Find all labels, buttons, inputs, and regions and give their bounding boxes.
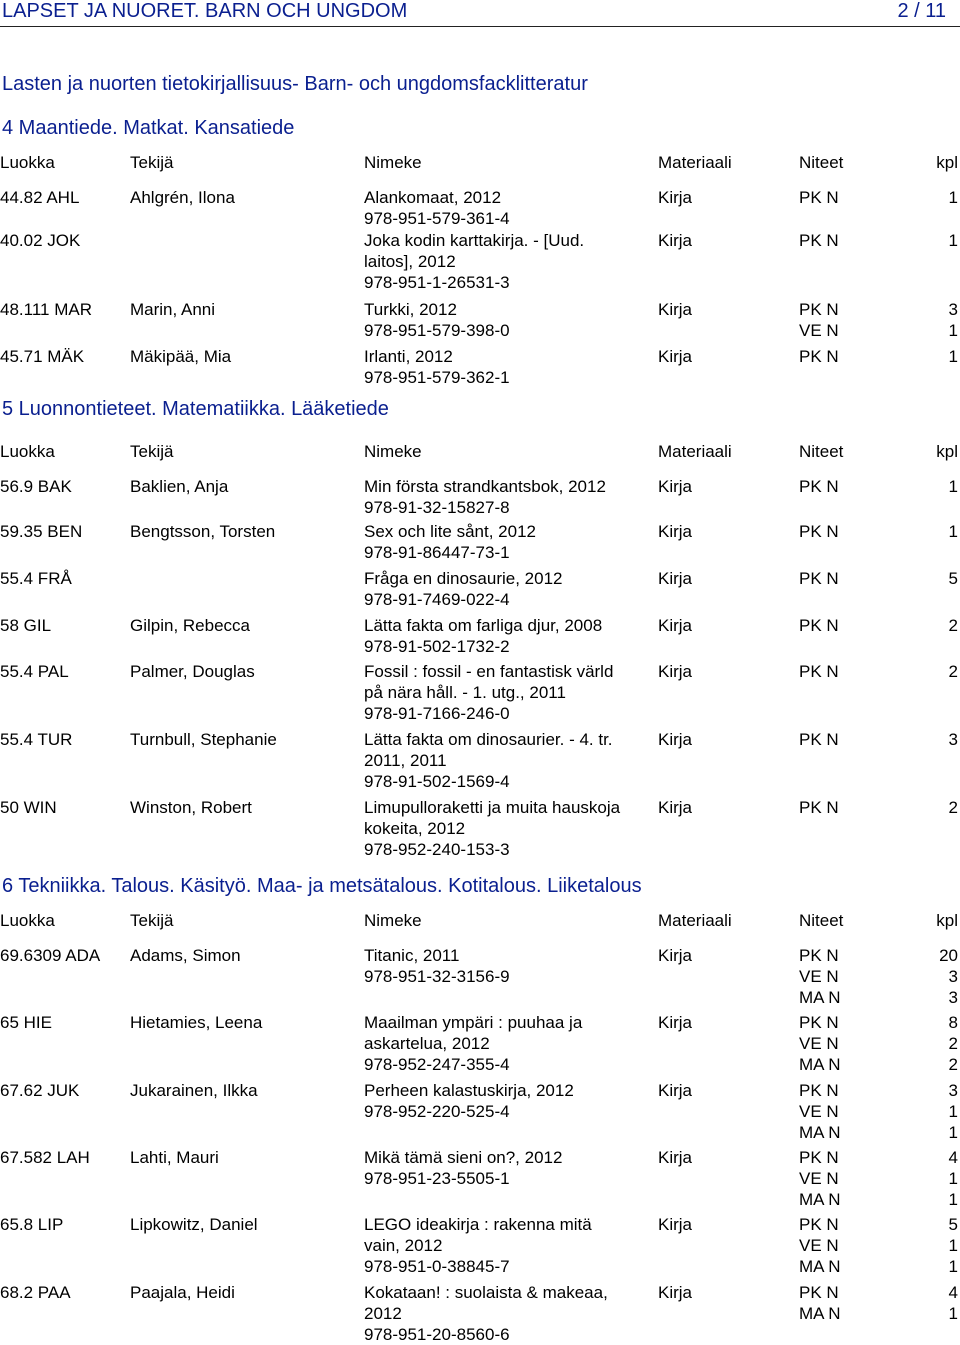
niteet-line: PK N — [799, 616, 839, 635]
niteet-line: PK N — [799, 1215, 839, 1234]
niteet-line: PK N — [799, 569, 839, 588]
column-header-nimeke: Nimeke — [364, 153, 422, 172]
materiaali-cell: Kirja — [658, 300, 693, 319]
materiaali-cell: Kirja — [658, 188, 693, 207]
nimeke-line: Lätta fakta om farliga djur, 2008 — [364, 616, 603, 635]
kpl-line: 1 — [948, 321, 958, 340]
header-title: LAPSET JA NUORET. BARN OCH UNGDOM — [2, 0, 408, 22]
niteet-line: MA N — [799, 1055, 841, 1074]
tekija-cell: Palmer, Douglas — [130, 662, 255, 681]
document-title: Lasten ja nuorten tietokirjallisuus- Barn- och ungdomsfacklitteratur — [2, 73, 588, 95]
niteet-cell — [799, 797, 839, 818]
nimeke-cell — [364, 346, 646, 388]
materiaali-cell: Kirja — [658, 231, 693, 250]
kpl-cell — [949, 187, 958, 208]
nimeke-line: Kokataan! : suolaista & makeaa, — [364, 1283, 608, 1302]
niteet-line: PK N — [799, 231, 839, 250]
nimeke-cell — [364, 1012, 646, 1075]
niteet-line: MA N — [799, 988, 841, 1007]
header-divider — [0, 26, 960, 27]
tekija-cell: Gilpin, Rebecca — [130, 616, 251, 635]
kpl-line: 1 — [948, 1123, 958, 1142]
niteet-line: PK N — [799, 1283, 839, 1302]
niteet-line: MA N — [799, 1190, 841, 1209]
kpl-cell — [949, 568, 958, 589]
niteet-cell — [799, 187, 839, 208]
luokka-cell: 40.02 JOK — [0, 231, 81, 250]
nimeke-line: 978-951-579-361-4 — [364, 209, 510, 228]
kpl-line: 1 — [948, 522, 958, 541]
niteet-cell — [799, 1012, 841, 1075]
kpl-line: 1 — [948, 1190, 958, 1209]
materiaali-cell: Kirja — [658, 1013, 693, 1032]
niteet-cell — [799, 1214, 841, 1277]
nimeke-line: 978-951-579-362-1 — [364, 368, 510, 387]
kpl-cell — [949, 661, 958, 682]
nimeke-cell — [364, 797, 646, 860]
niteet-line: PK N — [799, 300, 839, 319]
niteet-line: PK N — [799, 347, 839, 366]
luokka-cell: 55.4 PAL — [0, 662, 69, 681]
nimeke-line: Alankomaat, 2012 — [364, 188, 502, 207]
kpl-line: 4 — [948, 1283, 958, 1302]
niteet-cell — [799, 945, 841, 1008]
kpl-line: 2 — [948, 1034, 958, 1053]
column-header-tekija: Tekijä — [130, 153, 174, 172]
materiaali-cell: Kirja — [658, 616, 693, 635]
nimeke-line: Fossil : fossil - en fantastisk värld — [364, 662, 614, 681]
column-header-kpl: kpl — [936, 911, 958, 930]
materiaali-cell: Kirja — [658, 522, 693, 541]
nimeke-line: 978-952-220-525-4 — [364, 1102, 510, 1121]
luokka-cell: 65 HIE — [0, 1013, 52, 1032]
column-header-row — [0, 153, 960, 173]
niteet-line: PK N — [799, 1148, 839, 1167]
tekija-cell: Paajala, Heidi — [130, 1283, 235, 1302]
nimeke-line: Turkki, 2012 — [364, 300, 457, 319]
nimeke-line: 978-951-20-8560-6 — [364, 1325, 510, 1344]
niteet-cell — [799, 299, 839, 341]
column-header-luokka: Luokka — [0, 911, 55, 930]
kpl-line: 1 — [948, 1304, 958, 1323]
materiaali-cell: Kirja — [658, 1283, 693, 1302]
niteet-line: PK N — [799, 798, 839, 817]
luokka-cell: 67.582 LAH — [0, 1148, 90, 1167]
column-header-nimeke: Nimeke — [364, 911, 422, 930]
nimeke-line: Joka kodin karttakirja. - [Uud. — [364, 231, 585, 250]
nimeke-cell — [364, 521, 646, 563]
niteet-line: VE N — [799, 321, 839, 340]
kpl-cell — [949, 1080, 958, 1143]
nimeke-line: kokeita, 2012 — [364, 819, 466, 838]
column-header-luokka: Luokka — [0, 442, 55, 461]
kpl-line: 3 — [948, 1081, 958, 1100]
luokka-cell: 44.82 AHL — [0, 188, 80, 207]
niteet-cell — [799, 230, 839, 251]
column-header-tekija: Tekijä — [130, 911, 174, 930]
tekija-cell: Hietamies, Leena — [130, 1013, 263, 1032]
column-header-materiaali: Materiaali — [658, 442, 732, 461]
kpl-cell — [949, 797, 958, 818]
column-header-luokka: Luokka — [0, 153, 55, 172]
nimeke-line: LEGO ideakirja : rakenna mitä — [364, 1215, 592, 1234]
kpl-cell — [949, 346, 958, 367]
column-header-niteet: Niteet — [799, 153, 844, 172]
kpl-cell — [949, 521, 958, 542]
kpl-line: 5 — [948, 569, 958, 588]
niteet-cell — [799, 1282, 841, 1324]
nimeke-line: 978-951-579-398-0 — [364, 321, 510, 340]
nimeke-cell — [364, 1214, 646, 1277]
column-header-tekija: Tekijä — [130, 442, 174, 461]
kpl-line: 5 — [948, 1215, 958, 1234]
niteet-cell — [799, 661, 839, 682]
kpl-line: 1 — [948, 477, 958, 496]
section-title: 5 Luonnontieteet. Matematiikka. Lääketiede — [2, 398, 389, 420]
column-header-nimeke: Nimeke — [364, 442, 422, 461]
nimeke-line: 978-952-247-355-4 — [364, 1055, 510, 1074]
nimeke-line: 978-91-502-1732-2 — [364, 637, 510, 656]
nimeke-cell — [364, 1147, 646, 1189]
luokka-cell: 56.9 BAK — [0, 477, 72, 496]
nimeke-cell — [364, 230, 646, 293]
kpl-line: 4 — [948, 1148, 958, 1167]
kpl-line: 1 — [948, 347, 958, 366]
niteet-line: PK N — [799, 477, 839, 496]
kpl-line: 3 — [948, 300, 958, 319]
nimeke-line: 978-91-7166-246-0 — [364, 704, 510, 723]
nimeke-line: askartelua, 2012 — [364, 1034, 490, 1053]
kpl-line: 2 — [948, 616, 958, 635]
column-header-row — [0, 911, 960, 931]
column-header-row — [0, 442, 960, 462]
kpl-line: 2 — [948, 1055, 958, 1074]
nimeke-line: på nära håll. - 1. utg., 2011 — [364, 683, 566, 702]
kpl-line: 20 — [939, 946, 958, 965]
materiaali-cell: Kirja — [658, 569, 693, 588]
niteet-line: PK N — [799, 946, 839, 965]
column-header-materiaali: Materiaali — [658, 153, 732, 172]
nimeke-line: 978-91-32-15827-8 — [364, 498, 510, 517]
nimeke-cell — [364, 729, 646, 792]
kpl-line: 8 — [948, 1013, 958, 1032]
tekija-cell: Winston, Robert — [130, 798, 252, 817]
nimeke-cell — [364, 661, 646, 724]
kpl-line: 2 — [948, 798, 958, 817]
kpl-cell — [949, 1012, 958, 1075]
nimeke-cell — [364, 1080, 646, 1122]
luokka-cell: 58 GIL — [0, 616, 52, 635]
section-title: 6 Tekniikka. Talous. Käsityö. Maa- ja metsätalous. Kotitalous. Liiketalous — [2, 875, 642, 897]
nimeke-line: 978-951-32-3156-9 — [364, 967, 510, 986]
tekija-cell: Lipkowitz, Daniel — [130, 1215, 258, 1234]
tekija-cell: Mäkipää, Mia — [130, 347, 232, 366]
materiaali-cell: Kirja — [658, 730, 693, 749]
niteet-cell — [799, 521, 839, 542]
kpl-line: 1 — [948, 188, 958, 207]
luokka-cell: 65.8 LIP — [0, 1215, 64, 1234]
kpl-cell — [949, 230, 958, 251]
luokka-cell: 55.4 TUR — [0, 730, 73, 749]
tekija-cell: Jukarainen, Ilkka — [130, 1081, 258, 1100]
nimeke-cell — [364, 568, 646, 610]
niteet-line: VE N — [799, 1034, 839, 1053]
nimeke-line: Min första strandkantsbok, 2012 — [364, 477, 606, 496]
niteet-line: PK N — [799, 730, 839, 749]
niteet-line: PK N — [799, 1013, 839, 1032]
niteet-cell — [799, 729, 839, 750]
niteet-line: MA N — [799, 1257, 841, 1276]
kpl-cell — [949, 476, 958, 497]
niteet-line: MA N — [799, 1304, 841, 1323]
kpl-cell — [949, 1282, 958, 1324]
nimeke-line: Maailman ympäri : puuhaa ja — [364, 1013, 583, 1032]
niteet-cell — [799, 615, 839, 636]
luokka-cell: 48.111 MAR — [0, 300, 92, 319]
niteet-line: PK N — [799, 522, 839, 541]
niteet-cell — [799, 346, 839, 367]
tekija-cell: Baklien, Anja — [130, 477, 229, 496]
nimeke-line: 2011, 2011 — [364, 751, 447, 770]
nimeke-line: Limupulloraketti ja muita hauskoja — [364, 798, 621, 817]
luokka-cell: 50 WIN — [0, 798, 57, 817]
luokka-cell: 69.6309 ADA — [0, 946, 101, 965]
kpl-cell — [949, 299, 958, 341]
tekija-cell: Lahti, Mauri — [130, 1148, 219, 1167]
kpl-line: 1 — [948, 231, 958, 250]
page-header — [0, 0, 960, 22]
nimeke-cell — [364, 615, 646, 657]
niteet-line: VE N — [799, 1236, 839, 1255]
nimeke-line: 978-951-0-38845-7 — [364, 1257, 510, 1276]
luokka-cell: 45.71 MÄK — [0, 347, 85, 366]
kpl-line: 1 — [948, 1169, 958, 1188]
kpl-cell — [939, 945, 958, 1008]
tekija-cell: Turnbull, Stephanie — [130, 730, 277, 749]
kpl-line: 2 — [948, 662, 958, 681]
nimeke-line: 978-91-502-1569-4 — [364, 772, 510, 791]
nimeke-cell — [364, 945, 646, 987]
nimeke-line: 978-951-23-5505-1 — [364, 1169, 510, 1188]
kpl-line: 1 — [948, 1257, 958, 1276]
niteet-line: VE N — [799, 1102, 839, 1121]
niteet-cell — [799, 476, 839, 497]
luokka-cell: 67.62 JUK — [0, 1081, 80, 1100]
niteet-cell — [799, 1147, 841, 1210]
kpl-cell — [949, 1147, 958, 1210]
tekija-cell: Ahlgrén, Ilona — [130, 188, 235, 207]
column-header-materiaali: Materiaali — [658, 911, 732, 930]
kpl-cell — [949, 1214, 958, 1277]
materiaali-cell: Kirja — [658, 347, 693, 366]
column-header-niteet: Niteet — [799, 911, 844, 930]
materiaali-cell: Kirja — [658, 946, 693, 965]
page-number: 2 / 11 — [897, 0, 946, 22]
kpl-line: 3 — [948, 730, 958, 749]
nimeke-line: Irlanti, 2012 — [364, 347, 453, 366]
niteet-line: PK N — [799, 662, 839, 681]
luokka-cell: 68.2 PAA — [0, 1283, 71, 1302]
niteet-cell — [799, 568, 839, 589]
niteet-line: PK N — [799, 188, 839, 207]
nimeke-line: Perheen kalastuskirja, 2012 — [364, 1081, 574, 1100]
nimeke-line: 978-91-86447-73-1 — [364, 543, 510, 562]
nimeke-cell — [364, 476, 646, 518]
tekija-cell: Marin, Anni — [130, 300, 216, 319]
tekija-cell: Adams, Simon — [130, 946, 241, 965]
kpl-line: 1 — [948, 1102, 958, 1121]
kpl-line: 3 — [948, 967, 958, 986]
nimeke-line: 2012 — [364, 1304, 402, 1323]
nimeke-line: laitos], 2012 — [364, 252, 456, 271]
nimeke-line: Fråga en dinosaurie, 2012 — [364, 569, 563, 588]
column-header-kpl: kpl — [936, 153, 958, 172]
materiaali-cell: Kirja — [658, 662, 693, 681]
nimeke-line: Mikä tämä sieni on?, 2012 — [364, 1148, 563, 1167]
niteet-line: PK N — [799, 1081, 839, 1100]
niteet-line: VE N — [799, 1169, 839, 1188]
nimeke-line: 978-952-240-153-3 — [364, 840, 510, 859]
materiaali-cell: Kirja — [658, 1081, 693, 1100]
luokka-cell: 55.4 FRÅ — [0, 569, 72, 588]
nimeke-line: Sex och lite sånt, 2012 — [364, 522, 537, 541]
column-header-niteet: Niteet — [799, 442, 844, 461]
materiaali-cell: Kirja — [658, 1148, 693, 1167]
nimeke-line: 978-91-7469-022-4 — [364, 590, 510, 609]
nimeke-line: Lätta fakta om dinosaurier. - 4. tr. — [364, 730, 613, 749]
materiaali-cell: Kirja — [658, 798, 693, 817]
materiaali-cell: Kirja — [658, 477, 693, 496]
materiaali-cell: Kirja — [658, 1215, 693, 1234]
column-header-kpl: kpl — [936, 442, 958, 461]
niteet-line: MA N — [799, 1123, 841, 1142]
nimeke-cell — [364, 187, 646, 229]
kpl-line: 3 — [948, 988, 958, 1007]
niteet-line: VE N — [799, 967, 839, 986]
tekija-cell: Bengtsson, Torsten — [130, 522, 276, 541]
section-title: 4 Maantiede. Matkat. Kansatiede — [2, 117, 295, 139]
nimeke-line: Titanic, 2011 — [364, 946, 460, 965]
niteet-cell — [799, 1080, 841, 1143]
kpl-cell — [949, 729, 958, 750]
kpl-cell — [949, 615, 958, 636]
luokka-cell: 59.35 BEN — [0, 522, 83, 541]
nimeke-cell — [364, 1282, 646, 1345]
nimeke-line: vain, 2012 — [364, 1236, 443, 1255]
nimeke-cell — [364, 299, 646, 341]
kpl-line: 1 — [948, 1236, 958, 1255]
nimeke-line: 978-951-1-26531-3 — [364, 273, 510, 292]
